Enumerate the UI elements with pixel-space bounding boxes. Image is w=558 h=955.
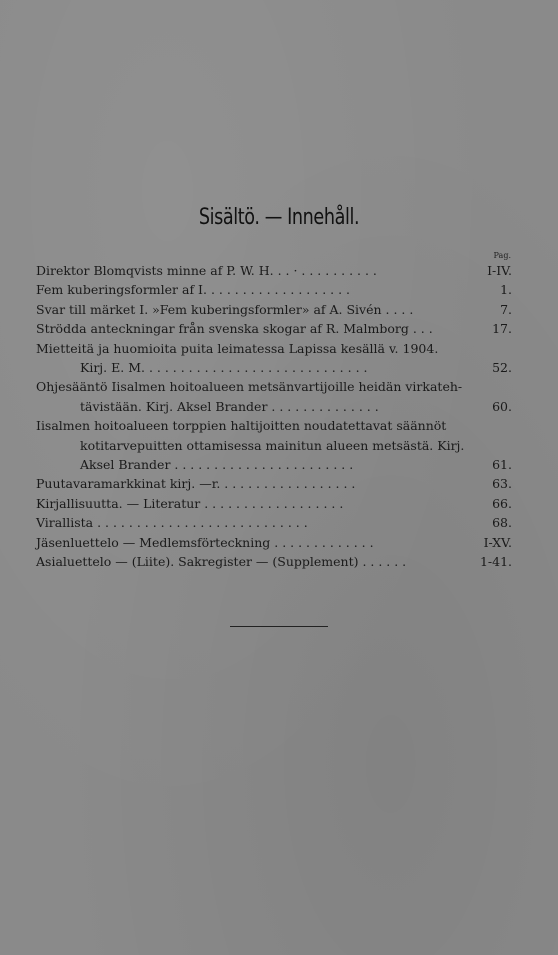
toc-entry-title: Aksel Brander . . . . . . . . . . . . . . . . . . . . . . . (80, 457, 354, 473)
toc-entry-page: 63. (492, 476, 512, 492)
toc-entry (36, 494, 512, 513)
toc-entry (36, 358, 512, 377)
toc-entry-title: tävistään. Kirj. Aksel Brander . . . . . . . . . . . . . . (80, 398, 379, 414)
toc-entry-title: Virallista . . . . . . . . . . . . . . . . . . . . . . . . . . . (36, 515, 308, 531)
toc-entry-title: Jäsenluettelo — Medlemsförteckning . . . . . . . . . . . . . (36, 534, 374, 550)
toc-entry-page: 1. (500, 282, 512, 298)
toc-entry-title: Kirj. E. M. . . . . . . . . . . . . . . . . . . . . . . . . . . . . (80, 360, 368, 376)
toc-entry-title: Puutavaramarkkinat kirj. —r. . . . . . . . . . . . . . . . . . (36, 476, 356, 492)
toc-entry (36, 280, 512, 299)
toc-entry (36, 474, 512, 493)
table-of-contents (36, 261, 512, 572)
toc-entry (36, 455, 512, 474)
toc-entry (36, 397, 512, 416)
toc-entry (36, 533, 512, 552)
toc-entry-title: Svar till märket I. »Fem kuberingsformler» af A. Sivén . . . . (36, 301, 414, 317)
toc-entry-page: 1-41. (479, 554, 512, 570)
divider-rule (230, 626, 328, 627)
toc-entry-title-line: Mietteitä ja huomioita puita leimatessa Lapissa kesällä v. 1904. (36, 340, 439, 356)
toc-entry-page: 60. (492, 398, 512, 414)
toc-entry-title-line: kotitarvepuitten ottamisessa mainitun alueen metsästä. Kirj. (80, 437, 465, 453)
toc-entry-page: 68. (492, 515, 512, 531)
toc-entry (36, 319, 512, 338)
toc-entry-page: 61. (492, 457, 512, 473)
toc-entry-title: Asialuettelo — (Liite). Sakregister — (Supplement) . . . . . . (36, 554, 407, 570)
toc-entry-page: 52. (492, 360, 512, 376)
toc-entry-title: Fem kuberingsformler af I. . . . . . . . . . . . . . . . . . . (36, 282, 351, 298)
toc-entry-page: 17. (492, 321, 512, 337)
toc-entry-title: Strödda anteckningar från svenska skogar af R. Malmborg . . . (36, 321, 433, 337)
toc-entry-title-line: Ohjesääntö Iisalmen hoitoalueen metsänvartijoille heidän virkateh- (36, 379, 463, 395)
toc-entry (36, 552, 512, 571)
toc-entry-title: Kirjallisuutta. — Literatur . . . . . . . . . . . . . . . . . . (36, 495, 344, 511)
toc-entry-page: I-IV. (487, 263, 512, 278)
toc-entry-page: I-XV. (483, 534, 512, 550)
toc-entry (36, 261, 512, 280)
toc-entry (36, 300, 512, 319)
toc-entry (36, 513, 512, 532)
toc-entry-title: Direktor Blomqvists minne af P. W. H. . . · . . . . . . . . . . (36, 263, 377, 278)
toc-entry-page: 7. (500, 301, 512, 317)
page-title: Sisältö. — Innehåll. (198, 205, 360, 230)
toc-entry-page: 66. (492, 495, 512, 511)
page-column-label: Pag. (493, 251, 511, 260)
toc-entry-title-line: Iisalmen hoitoalueen torppien haltijoitten noudatettavat säännöt (36, 418, 447, 434)
